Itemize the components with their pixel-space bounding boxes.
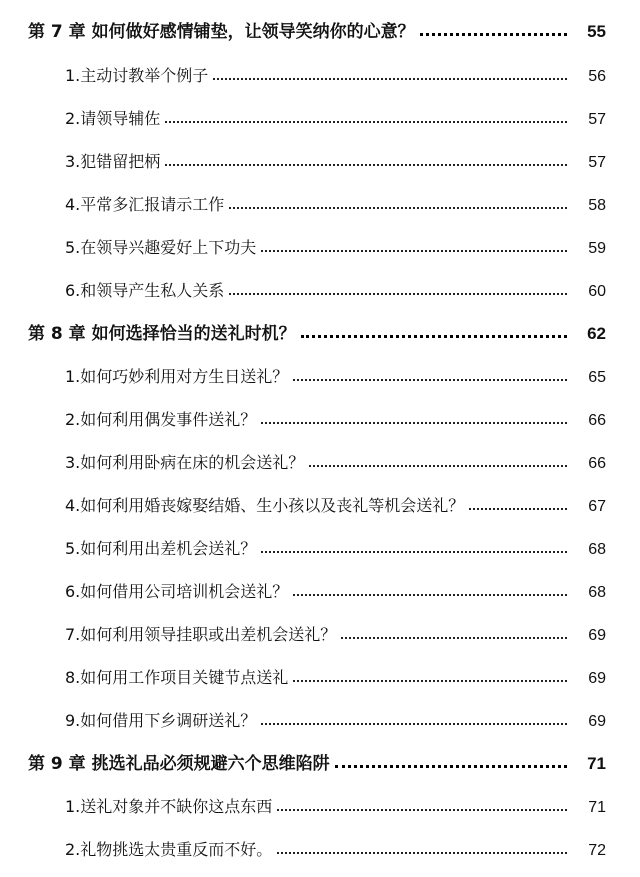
section-title: 5.如何利用出差机会送礼？ (65, 539, 257, 558)
toc-chapter-row[interactable] (0, 316, 640, 344)
page-number: 69 (588, 670, 606, 687)
dot-leader (213, 78, 567, 80)
toc-item-row[interactable] (0, 445, 640, 473)
page-number: 66 (588, 455, 606, 472)
page-number: 56 (588, 68, 606, 85)
toc-item-row[interactable] (0, 617, 640, 645)
section-title: 6.和领导产生私人关系 (65, 281, 225, 300)
page-number: 68 (588, 541, 606, 558)
toc-item-row[interactable] (0, 531, 640, 559)
toc-item-row[interactable] (0, 832, 640, 860)
toc-item-row[interactable] (0, 359, 640, 387)
toc-item-row[interactable] (0, 789, 640, 817)
page-number: 58 (588, 197, 606, 214)
toc-item-row[interactable] (0, 660, 640, 688)
toc-item-row[interactable] (0, 402, 640, 430)
page-number: 65 (588, 369, 606, 386)
section-title: 1.送礼对象并不缺你这点东西 (65, 797, 273, 816)
page-number: 57 (588, 111, 606, 128)
dot-leader (229, 207, 567, 209)
section-title: 1.主动讨教举个例子 (65, 66, 209, 85)
dot-leader (261, 723, 567, 725)
section-title: 1.如何巧妙利用对方生日送礼？ (65, 367, 289, 386)
page-number: 69 (588, 627, 606, 644)
section-title: 2.请领导辅佐 (65, 109, 161, 128)
toc-item-row[interactable] (0, 273, 640, 301)
toc-item-row[interactable] (0, 58, 640, 86)
toc-item-row[interactable] (0, 187, 640, 215)
page-number: 68 (588, 584, 606, 601)
dot-leader (229, 293, 567, 295)
dot-leader (335, 765, 567, 768)
dot-leader (277, 809, 567, 811)
section-title: 3.犯错留把柄 (65, 152, 161, 171)
section-title: 3.如何利用卧病在床的机会送礼？ (65, 453, 305, 472)
dot-leader (261, 250, 567, 252)
section-title: 7.如何利用领导挂职或出差机会送礼？ (65, 625, 337, 644)
dot-leader (301, 335, 567, 338)
page-number: 66 (588, 412, 606, 429)
dot-leader (341, 637, 567, 639)
page-number: 60 (588, 283, 606, 300)
page-number: 62 (587, 324, 606, 343)
dot-leader (469, 508, 567, 510)
section-title: 2.礼物挑选太贵重反而不好。 (65, 840, 273, 859)
page-number: 57 (588, 154, 606, 171)
section-title: 5.在领导兴趣爱好上下功夫 (65, 238, 257, 257)
page-number: 72 (588, 842, 606, 859)
toc-item-row[interactable] (0, 488, 640, 516)
section-title: 6.如何借用公司培训机会送礼？ (65, 582, 289, 601)
section-title: 2.如何利用偶发事件送礼？ (65, 410, 257, 429)
dot-leader (293, 680, 567, 682)
page-number: 69 (588, 713, 606, 730)
dot-leader (420, 33, 567, 36)
chapter-title: 第 7 章 如何做好感情铺垫，让领导笑纳你的心意？ (28, 22, 415, 42)
toc-item-row[interactable] (0, 574, 640, 602)
toc-chapter-row[interactable] (0, 14, 640, 42)
toc-item-row[interactable] (0, 144, 640, 172)
page-number: 67 (588, 498, 606, 515)
dot-leader (293, 379, 567, 381)
toc-item-row[interactable] (0, 101, 640, 129)
dot-leader (293, 594, 567, 596)
section-title: 4.平常多汇报请示工作 (65, 195, 225, 214)
dot-leader (261, 422, 567, 424)
chapter-title: 第 8 章 如何选择恰当的送礼时机？ (28, 324, 296, 344)
section-title: 9.如何借用下乡调研送礼？ (65, 711, 257, 730)
toc-chapter-row[interactable] (0, 746, 640, 774)
dot-leader (277, 852, 567, 854)
section-title: 4.如何利用婚丧嫁娶结婚、生小孩以及丧礼等机会送礼？ (65, 496, 465, 515)
dot-leader (261, 551, 567, 553)
dot-leader (165, 164, 567, 166)
page-number: 59 (588, 240, 606, 257)
toc-item-row[interactable] (0, 230, 640, 258)
chapter-title: 第 9 章 挑选礼品必须规避六个思维陷阱 (28, 754, 330, 774)
page-number: 55 (587, 22, 606, 41)
page-number: 71 (588, 799, 606, 816)
dot-leader (309, 465, 567, 467)
page-number: 71 (587, 754, 606, 773)
toc-item-row[interactable] (0, 703, 640, 731)
dot-leader (165, 121, 567, 123)
section-title: 8.如何用工作项目关键节点送礼 (65, 668, 289, 687)
